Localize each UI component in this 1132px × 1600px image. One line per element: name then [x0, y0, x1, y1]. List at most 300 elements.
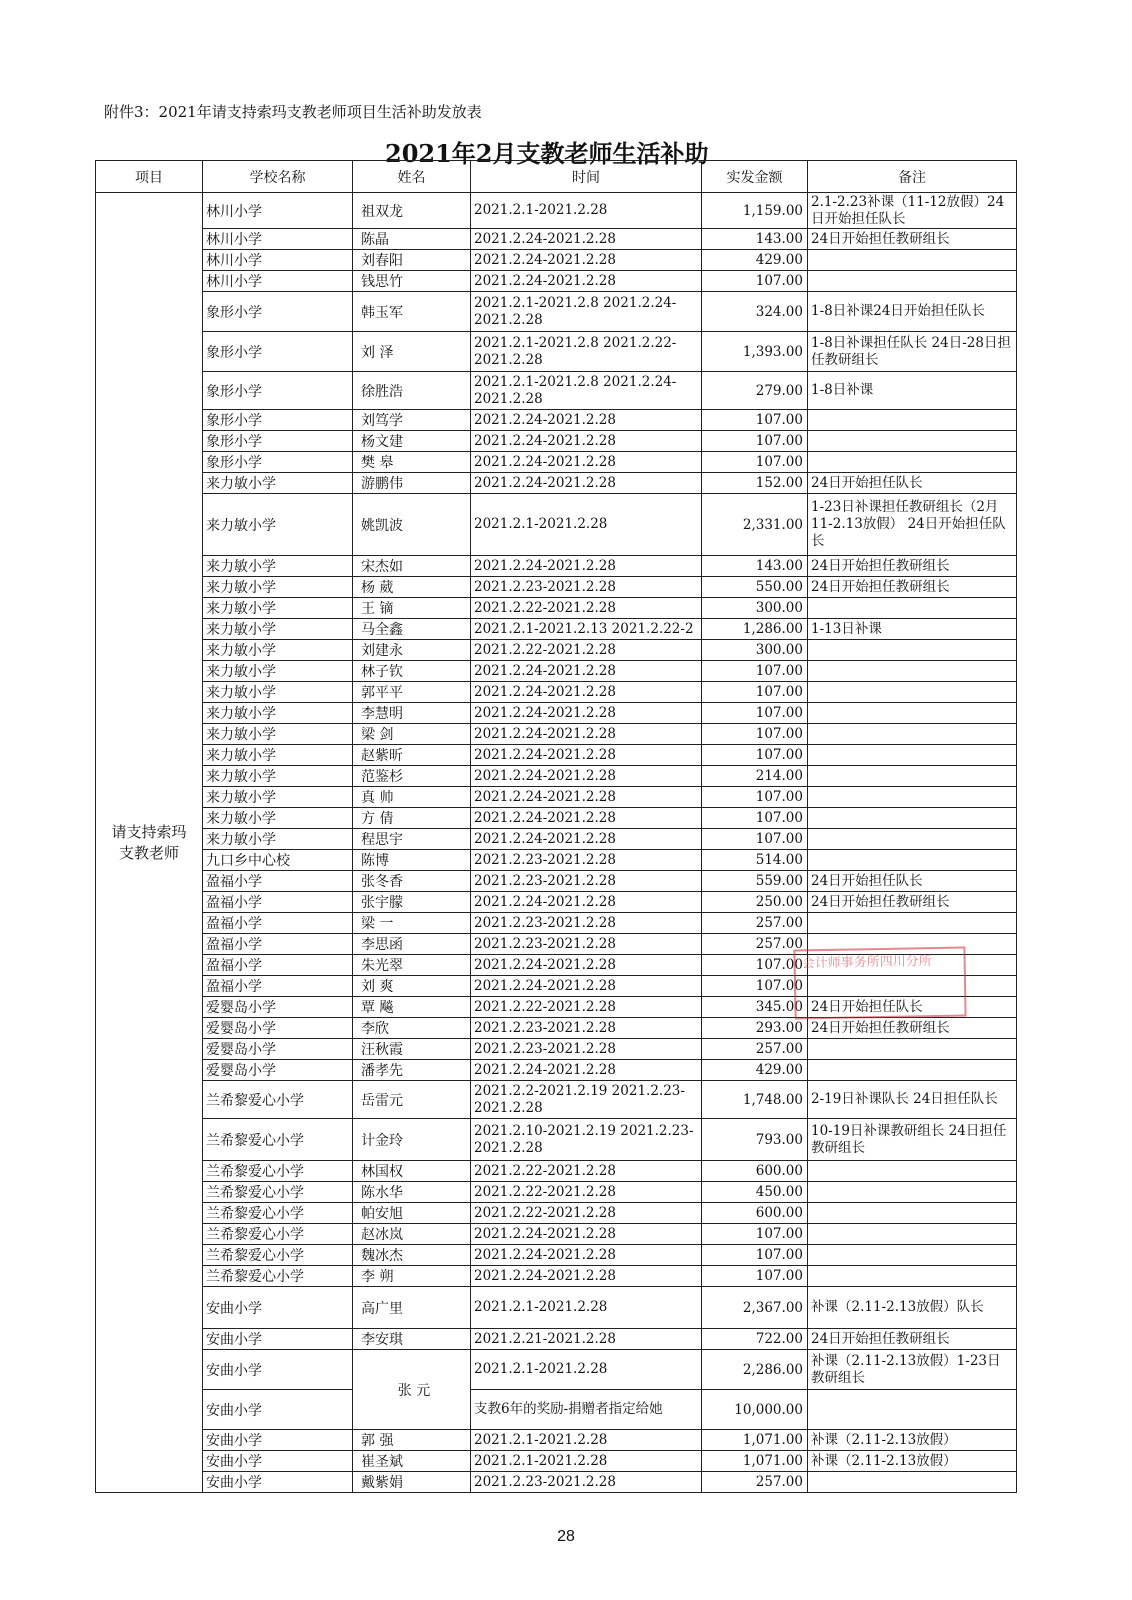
- teacher-name-cell: 赵紫昕: [353, 745, 471, 766]
- period-cell: 2021.2.24-2021.2.28: [471, 766, 702, 787]
- period-cell: 2021.2.24-2021.2.28: [471, 1245, 702, 1266]
- table-row: [96, 372, 1017, 410]
- period-cell: 2021.2.24-2021.2.28: [471, 1224, 702, 1245]
- note-cell: [808, 1224, 1017, 1245]
- note-cell: [808, 913, 1017, 934]
- amount-cell: 345.00: [702, 997, 808, 1018]
- amount-cell: 107.00: [702, 745, 808, 766]
- teacher-name-cell: 张宇朦: [353, 892, 471, 913]
- note-cell: 补课（2.11-2.13放假）: [808, 1451, 1017, 1472]
- school-cell: 安曲小学: [203, 1451, 353, 1472]
- header-row: [96, 161, 1017, 193]
- period-cell: 2021.2.24-2021.2.28: [471, 745, 702, 766]
- table-row: [96, 292, 1017, 332]
- period-cell: 2021.2.23-2021.2.28: [471, 1039, 702, 1060]
- amount-cell: 1,159.00: [702, 193, 808, 229]
- table-row: [96, 1224, 1017, 1245]
- amount-cell: 257.00: [702, 913, 808, 934]
- note-cell: [808, 661, 1017, 682]
- note-cell: [808, 976, 1017, 997]
- amount-cell: 107.00: [702, 682, 808, 703]
- school-cell: 来力敏小学: [203, 787, 353, 808]
- school-cell: 兰希黎爱心小学: [203, 1224, 353, 1245]
- period-cell: 2021.2.10-2021.2.19 2021.2.23-2021.2.28: [471, 1119, 702, 1161]
- amount-cell: 257.00: [702, 1039, 808, 1060]
- note-cell: [808, 766, 1017, 787]
- school-cell: 兰希黎爱心小学: [203, 1182, 353, 1203]
- table-row: [96, 431, 1017, 452]
- note-cell: [808, 250, 1017, 271]
- note-cell: 补课（2.11-2.13放假）队长: [808, 1287, 1017, 1329]
- amount-cell: 793.00: [702, 1119, 808, 1161]
- amount-cell: 1,071.00: [702, 1430, 808, 1451]
- school-cell: 安曲小学: [203, 1472, 353, 1493]
- teacher-name-cell: 游鹏伟: [353, 473, 471, 494]
- table-row: [96, 1266, 1017, 1287]
- amount-cell: 250.00: [702, 892, 808, 913]
- page-number: 28: [557, 1528, 575, 1545]
- teacher-name-cell: 徐胜浩: [353, 372, 471, 410]
- period-cell: 2021.2.24-2021.2.28: [471, 473, 702, 494]
- period-cell: 2021.2.1-2021.2.28: [471, 494, 702, 556]
- amount-cell: 600.00: [702, 1161, 808, 1182]
- note-cell: [808, 1390, 1017, 1430]
- school-cell: 盈福小学: [203, 871, 353, 892]
- amount-cell: 107.00: [702, 661, 808, 682]
- school-cell: 兰希黎爱心小学: [203, 1245, 353, 1266]
- school-cell: 来力敏小学: [203, 766, 353, 787]
- period-cell: 2021.2.1-2021.2.8 2021.2.24-2021.2.28: [471, 292, 702, 332]
- stamp-text: 会计师事务所四川分所: [801, 954, 932, 972]
- note-cell: [808, 1245, 1017, 1266]
- amount-cell: 107.00: [702, 410, 808, 431]
- note-cell: [808, 410, 1017, 431]
- school-cell: 来力敏小学: [203, 703, 353, 724]
- note-cell: 24日开始担任教研组长: [808, 229, 1017, 250]
- note-cell: [808, 808, 1017, 829]
- table-row: [96, 913, 1017, 934]
- teacher-name-cell: 李安琪: [353, 1329, 471, 1350]
- period-cell: 2021.2.24-2021.2.28: [471, 556, 702, 577]
- teacher-name-cell: 范鉴杉: [353, 766, 471, 787]
- note-cell: 24日开始担任教研组长: [808, 577, 1017, 598]
- school-cell: 安曲小学: [203, 1329, 353, 1350]
- amount-cell: 300.00: [702, 598, 808, 619]
- teacher-name-cell: 朱光翠: [353, 955, 471, 976]
- school-cell: 爱婴岛小学: [203, 1018, 353, 1039]
- period-cell: 2021.2.21-2021.2.28: [471, 1329, 702, 1350]
- period-cell: 2021.2.22-2021.2.28: [471, 1182, 702, 1203]
- period-cell: 2021.2.24-2021.2.28: [471, 829, 702, 850]
- table-row: [96, 724, 1017, 745]
- table-row: [96, 745, 1017, 766]
- table-row: [96, 976, 1017, 997]
- teacher-name-cell: 李慧明: [353, 703, 471, 724]
- amount-cell: 107.00: [702, 1245, 808, 1266]
- teacher-name-cell: 戴紫娟: [353, 1472, 471, 1493]
- period-cell: 2021.2.23-2021.2.28: [471, 913, 702, 934]
- table-row: [96, 1182, 1017, 1203]
- school-cell: 来力敏小学: [203, 577, 353, 598]
- teacher-name-cell: 李 朔: [353, 1266, 471, 1287]
- table-row: [96, 850, 1017, 871]
- period-cell: 2021.2.24-2021.2.28: [471, 1060, 702, 1081]
- period-cell: 2021.2.23-2021.2.28: [471, 1018, 702, 1039]
- note-cell: [808, 1472, 1017, 1493]
- period-cell: 2021.2.2-2021.2.19 2021.2.23-2021.2.28: [471, 1081, 702, 1119]
- note-cell: [808, 1060, 1017, 1081]
- subsidy-table: [95, 160, 1017, 1493]
- school-cell: 林川小学: [203, 271, 353, 292]
- period-cell: 2021.2.24-2021.2.28: [471, 229, 702, 250]
- amount-cell: 722.00: [702, 1329, 808, 1350]
- amount-cell: 2,286.00: [702, 1350, 808, 1390]
- school-cell: 象形小学: [203, 431, 353, 452]
- note-cell: [808, 934, 1017, 955]
- teacher-name-cell: 陈晶: [353, 229, 471, 250]
- note-cell: [808, 703, 1017, 724]
- teacher-name-cell: 李思函: [353, 934, 471, 955]
- school-cell: 来力敏小学: [203, 556, 353, 577]
- teacher-name-cell: 林国权: [353, 1161, 471, 1182]
- table-row: [96, 452, 1017, 473]
- period-cell: 2021.2.23-2021.2.28: [471, 871, 702, 892]
- school-cell: 来力敏小学: [203, 661, 353, 682]
- period-cell: 2021.2.24-2021.2.28: [471, 661, 702, 682]
- period-cell: 2021.2.23-2021.2.28: [471, 850, 702, 871]
- amount-cell: 143.00: [702, 556, 808, 577]
- table-row: [96, 955, 1017, 976]
- amount-cell: 107.00: [702, 1224, 808, 1245]
- table-row: [96, 766, 1017, 787]
- period-cell: 2021.2.24-2021.2.28: [471, 787, 702, 808]
- teacher-name-cell: 魏冰杰: [353, 1245, 471, 1266]
- project-cell: 请支持索玛支教老师: [96, 193, 203, 1493]
- header-time: 时间: [471, 161, 702, 193]
- teacher-name-cell: 陈水华: [353, 1182, 471, 1203]
- period-cell: 2021.2.22-2021.2.28: [471, 1161, 702, 1182]
- school-cell: 来力敏小学: [203, 808, 353, 829]
- note-cell: 10-19日补课教研组长 24日担任教研组长: [808, 1119, 1017, 1161]
- note-cell: [808, 431, 1017, 452]
- period-cell: 2021.2.23-2021.2.28: [471, 934, 702, 955]
- period-cell: 2021.2.23-2021.2.28: [471, 1472, 702, 1493]
- note-cell: [808, 745, 1017, 766]
- school-cell: 林川小学: [203, 193, 353, 229]
- amount-cell: 514.00: [702, 850, 808, 871]
- amount-cell: 324.00: [702, 292, 808, 332]
- note-cell: [808, 1182, 1017, 1203]
- table-row: [96, 1060, 1017, 1081]
- teacher-name-cell: 杨文建: [353, 431, 471, 452]
- amount-cell: 300.00: [702, 640, 808, 661]
- header-name: 姓名: [353, 161, 471, 193]
- note-cell: 补课（2.11-2.13放假）: [808, 1430, 1017, 1451]
- note-cell: 1-8日补课担任队长 24日-28日担任教研组长: [808, 332, 1017, 372]
- school-cell: 象形小学: [203, 332, 353, 372]
- header-note: 备注: [808, 161, 1017, 193]
- note-cell: 1-13日补课: [808, 619, 1017, 640]
- amount-cell: 107.00: [702, 976, 808, 997]
- note-cell: 2-19日补课队长 24日担任队长: [808, 1081, 1017, 1119]
- teacher-name-cell: 赵冰岚: [353, 1224, 471, 1245]
- note-cell: [808, 787, 1017, 808]
- teacher-name-cell: 姚凯波: [353, 494, 471, 556]
- teacher-name-cell: 张 元: [353, 1350, 471, 1430]
- amount-cell: 279.00: [702, 372, 808, 410]
- table-row: [96, 271, 1017, 292]
- table-title: 2021年2月支教老师生活补助: [385, 139, 709, 168]
- table-body: [96, 193, 1017, 1493]
- teacher-name-cell: 帕安旭: [353, 1203, 471, 1224]
- amount-cell: 107.00: [702, 431, 808, 452]
- amount-cell: 107.00: [702, 955, 808, 976]
- teacher-name-cell: 杨 葳: [353, 577, 471, 598]
- table-row: [96, 1081, 1017, 1119]
- period-cell: 2021.2.24-2021.2.28: [471, 724, 702, 745]
- teacher-name-cell: 刘笃学: [353, 410, 471, 431]
- teacher-name-cell: 覃 飚: [353, 997, 471, 1018]
- period-cell: 2021.2.24-2021.2.28: [471, 955, 702, 976]
- amount-cell: 429.00: [702, 250, 808, 271]
- school-cell: 象形小学: [203, 292, 353, 332]
- amount-cell: 1,286.00: [702, 619, 808, 640]
- table-row: [96, 1161, 1017, 1182]
- school-cell: 兰希黎爱心小学: [203, 1119, 353, 1161]
- school-cell: 来力敏小学: [203, 829, 353, 850]
- amount-cell: 1,071.00: [702, 1451, 808, 1472]
- table-row: [96, 577, 1017, 598]
- table-row: [96, 1329, 1017, 1350]
- period-cell: 2021.2.1-2021.2.28: [471, 1451, 702, 1472]
- note-cell: 补课（2.11-2.13放假）1-23日教研组长: [808, 1350, 1017, 1390]
- school-cell: 盈福小学: [203, 934, 353, 955]
- teacher-name-cell: 高广里: [353, 1287, 471, 1329]
- teacher-name-cell: 樊 皋: [353, 452, 471, 473]
- teacher-name-cell: 梁 剑: [353, 724, 471, 745]
- school-cell: 盈福小学: [203, 955, 353, 976]
- amount-cell: 107.00: [702, 1266, 808, 1287]
- school-cell: 安曲小学: [203, 1287, 353, 1329]
- note-cell: 24日开始担任教研组长: [808, 1329, 1017, 1350]
- teacher-name-cell: 陈博: [353, 850, 471, 871]
- table-row: [96, 619, 1017, 640]
- school-cell: 盈福小学: [203, 892, 353, 913]
- note-cell: [808, 955, 1017, 976]
- period-cell: 2021.2.24-2021.2.28: [471, 271, 702, 292]
- period-cell: 2021.2.1-2021.2.28: [471, 193, 702, 229]
- note-cell: 24日开始担任队长: [808, 997, 1017, 1018]
- school-cell: 象形小学: [203, 452, 353, 473]
- period-cell: 2021.2.24-2021.2.28: [471, 452, 702, 473]
- school-cell: 来力敏小学: [203, 473, 353, 494]
- note-cell: [808, 850, 1017, 871]
- note-cell: [808, 598, 1017, 619]
- header-school: 学校名称: [203, 161, 353, 193]
- table-row: [96, 494, 1017, 556]
- note-cell: [808, 724, 1017, 745]
- table-row: [96, 229, 1017, 250]
- teacher-name-cell: 马全鑫: [353, 619, 471, 640]
- amount-cell: 107.00: [702, 452, 808, 473]
- table-row: [96, 410, 1017, 431]
- note-cell: 24日开始担任教研组长: [808, 1018, 1017, 1039]
- school-cell: 来力敏小学: [203, 682, 353, 703]
- table-row: [96, 682, 1017, 703]
- amount-cell: 559.00: [702, 871, 808, 892]
- table-row: [96, 997, 1017, 1018]
- period-cell: 2021.2.22-2021.2.28: [471, 598, 702, 619]
- amount-cell: 2,367.00: [702, 1287, 808, 1329]
- note-cell: [808, 1039, 1017, 1060]
- period-cell: 2021.2.24-2021.2.28: [471, 1266, 702, 1287]
- teacher-name-cell: 林子钦: [353, 661, 471, 682]
- school-cell: 象形小学: [203, 372, 353, 410]
- period-cell: 2021.2.23-2021.2.28: [471, 577, 702, 598]
- note-cell: 24日开始担任队长: [808, 473, 1017, 494]
- teacher-name-cell: 祖双龙: [353, 193, 471, 229]
- table-row: [96, 1245, 1017, 1266]
- school-cell: 安曲小学: [203, 1350, 353, 1390]
- amount-cell: 293.00: [702, 1018, 808, 1039]
- teacher-name-cell: 汪秋霞: [353, 1039, 471, 1060]
- amount-cell: 107.00: [702, 703, 808, 724]
- teacher-name-cell: 郭 强: [353, 1430, 471, 1451]
- period-cell: 2021.2.24-2021.2.28: [471, 976, 702, 997]
- teacher-name-cell: 方 倩: [353, 808, 471, 829]
- amount-cell: 214.00: [702, 766, 808, 787]
- header-amount: 实发金额: [702, 161, 808, 193]
- school-cell: 爱婴岛小学: [203, 1039, 353, 1060]
- amount-cell: 107.00: [702, 808, 808, 829]
- period-cell: 2021.2.24-2021.2.28: [471, 808, 702, 829]
- school-cell: 九口乡中心校: [203, 850, 353, 871]
- table-row: [96, 1119, 1017, 1161]
- note-cell: 24日开始担任教研组长: [808, 556, 1017, 577]
- teacher-name-cell: 刘建永: [353, 640, 471, 661]
- note-cell: [808, 682, 1017, 703]
- table-row: [96, 1287, 1017, 1329]
- period-cell: 2021.2.24-2021.2.28: [471, 892, 702, 913]
- school-cell: 安曲小学: [203, 1430, 353, 1451]
- teacher-name-cell: 真 帅: [353, 787, 471, 808]
- amount-cell: 257.00: [702, 1472, 808, 1493]
- table-row: [96, 661, 1017, 682]
- note-cell: [808, 1161, 1017, 1182]
- annex-caption: 附件3：2021年请支持索玛支教老师项目生活补助发放表: [104, 103, 482, 121]
- amount-cell: 2,331.00: [702, 494, 808, 556]
- table-row: [96, 871, 1017, 892]
- school-cell: 爱婴岛小学: [203, 1060, 353, 1081]
- period-cell: 2021.2.22-2021.2.28: [471, 640, 702, 661]
- school-cell: 盈福小学: [203, 913, 353, 934]
- school-cell: 来力敏小学: [203, 598, 353, 619]
- table-row: [96, 556, 1017, 577]
- period-cell: 2021.2.1-2021.2.13 2021.2.22-2: [471, 619, 702, 640]
- amount-cell: 107.00: [702, 787, 808, 808]
- table-row: [96, 934, 1017, 955]
- table-row: [96, 332, 1017, 372]
- school-cell: 盈福小学: [203, 976, 353, 997]
- table-row: [96, 250, 1017, 271]
- teacher-name-cell: 刘 泽: [353, 332, 471, 372]
- teacher-name-cell: 张冬香: [353, 871, 471, 892]
- period-cell: 2021.2.1-2021.2.28: [471, 1350, 702, 1390]
- teacher-name-cell: 郭平平: [353, 682, 471, 703]
- period-cell: 2021.2.24-2021.2.28: [471, 682, 702, 703]
- teacher-name-cell: 岳雷元: [353, 1081, 471, 1119]
- note-cell: 1-8日补课: [808, 372, 1017, 410]
- amount-cell: 1,393.00: [702, 332, 808, 372]
- table-row: [96, 1451, 1017, 1472]
- amount-cell: 600.00: [702, 1203, 808, 1224]
- period-cell: 2021.2.24-2021.2.28: [471, 703, 702, 724]
- teacher-name-cell: 崔圣斌: [353, 1451, 471, 1472]
- period-cell: 2021.2.1-2021.2.28: [471, 1287, 702, 1329]
- note-cell: 24日开始担任教研组长: [808, 892, 1017, 913]
- table-row: [96, 1203, 1017, 1224]
- amount-cell: 107.00: [702, 829, 808, 850]
- table-row: [96, 1430, 1017, 1451]
- table-row: [96, 640, 1017, 661]
- period-cell: 2021.2.24-2021.2.28: [471, 431, 702, 452]
- school-cell: 来力敏小学: [203, 724, 353, 745]
- school-cell: 林川小学: [203, 250, 353, 271]
- teacher-name-cell: 刘春阳: [353, 250, 471, 271]
- note-cell: [808, 640, 1017, 661]
- school-cell: 来力敏小学: [203, 494, 353, 556]
- table-row: [96, 892, 1017, 913]
- school-cell: 来力敏小学: [203, 619, 353, 640]
- period-cell: 2021.2.1-2021.2.8 2021.2.22-2021.2.28: [471, 332, 702, 372]
- amount-cell: 152.00: [702, 473, 808, 494]
- table-row: [96, 703, 1017, 724]
- note-cell: 24日开始担任队长: [808, 871, 1017, 892]
- period-cell: 2021.2.1-2021.2.8 2021.2.24-2021.2.28: [471, 372, 702, 410]
- note-cell: [808, 452, 1017, 473]
- note-cell: [808, 829, 1017, 850]
- teacher-name-cell: 刘 爽: [353, 976, 471, 997]
- table-row: [96, 1390, 1017, 1430]
- note-cell: [808, 1203, 1017, 1224]
- amount-cell: 550.00: [702, 577, 808, 598]
- amount-cell: 143.00: [702, 229, 808, 250]
- note-cell: 1-8日补课24日开始担任队长: [808, 292, 1017, 332]
- school-cell: 兰希黎爱心小学: [203, 1266, 353, 1287]
- school-cell: 兰希黎爱心小学: [203, 1203, 353, 1224]
- amount-cell: 107.00: [702, 271, 808, 292]
- table-row: [96, 1350, 1017, 1390]
- amount-cell: 429.00: [702, 1060, 808, 1081]
- teacher-name-cell: 钱思竹: [353, 271, 471, 292]
- header-project: 项目: [96, 161, 203, 193]
- note-cell: 2.1-2.23补课（11-12放假）24日开始担任队长: [808, 193, 1017, 229]
- amount-cell: 10,000.00: [702, 1390, 808, 1430]
- teacher-name-cell: 梁 一: [353, 913, 471, 934]
- period-cell: 2021.2.24-2021.2.28: [471, 250, 702, 271]
- amount-cell: 107.00: [702, 724, 808, 745]
- school-cell: 兰希黎爱心小学: [203, 1081, 353, 1119]
- note-cell: [808, 1266, 1017, 1287]
- period-cell: 2021.2.24-2021.2.28: [471, 410, 702, 431]
- school-cell: 来力敏小学: [203, 640, 353, 661]
- table-row: [96, 829, 1017, 850]
- amount-cell: 450.00: [702, 1182, 808, 1203]
- teacher-name-cell: 潘孝先: [353, 1060, 471, 1081]
- school-cell: 来力敏小学: [203, 745, 353, 766]
- period-cell: 2021.2.1-2021.2.28: [471, 1430, 702, 1451]
- table-row: [96, 473, 1017, 494]
